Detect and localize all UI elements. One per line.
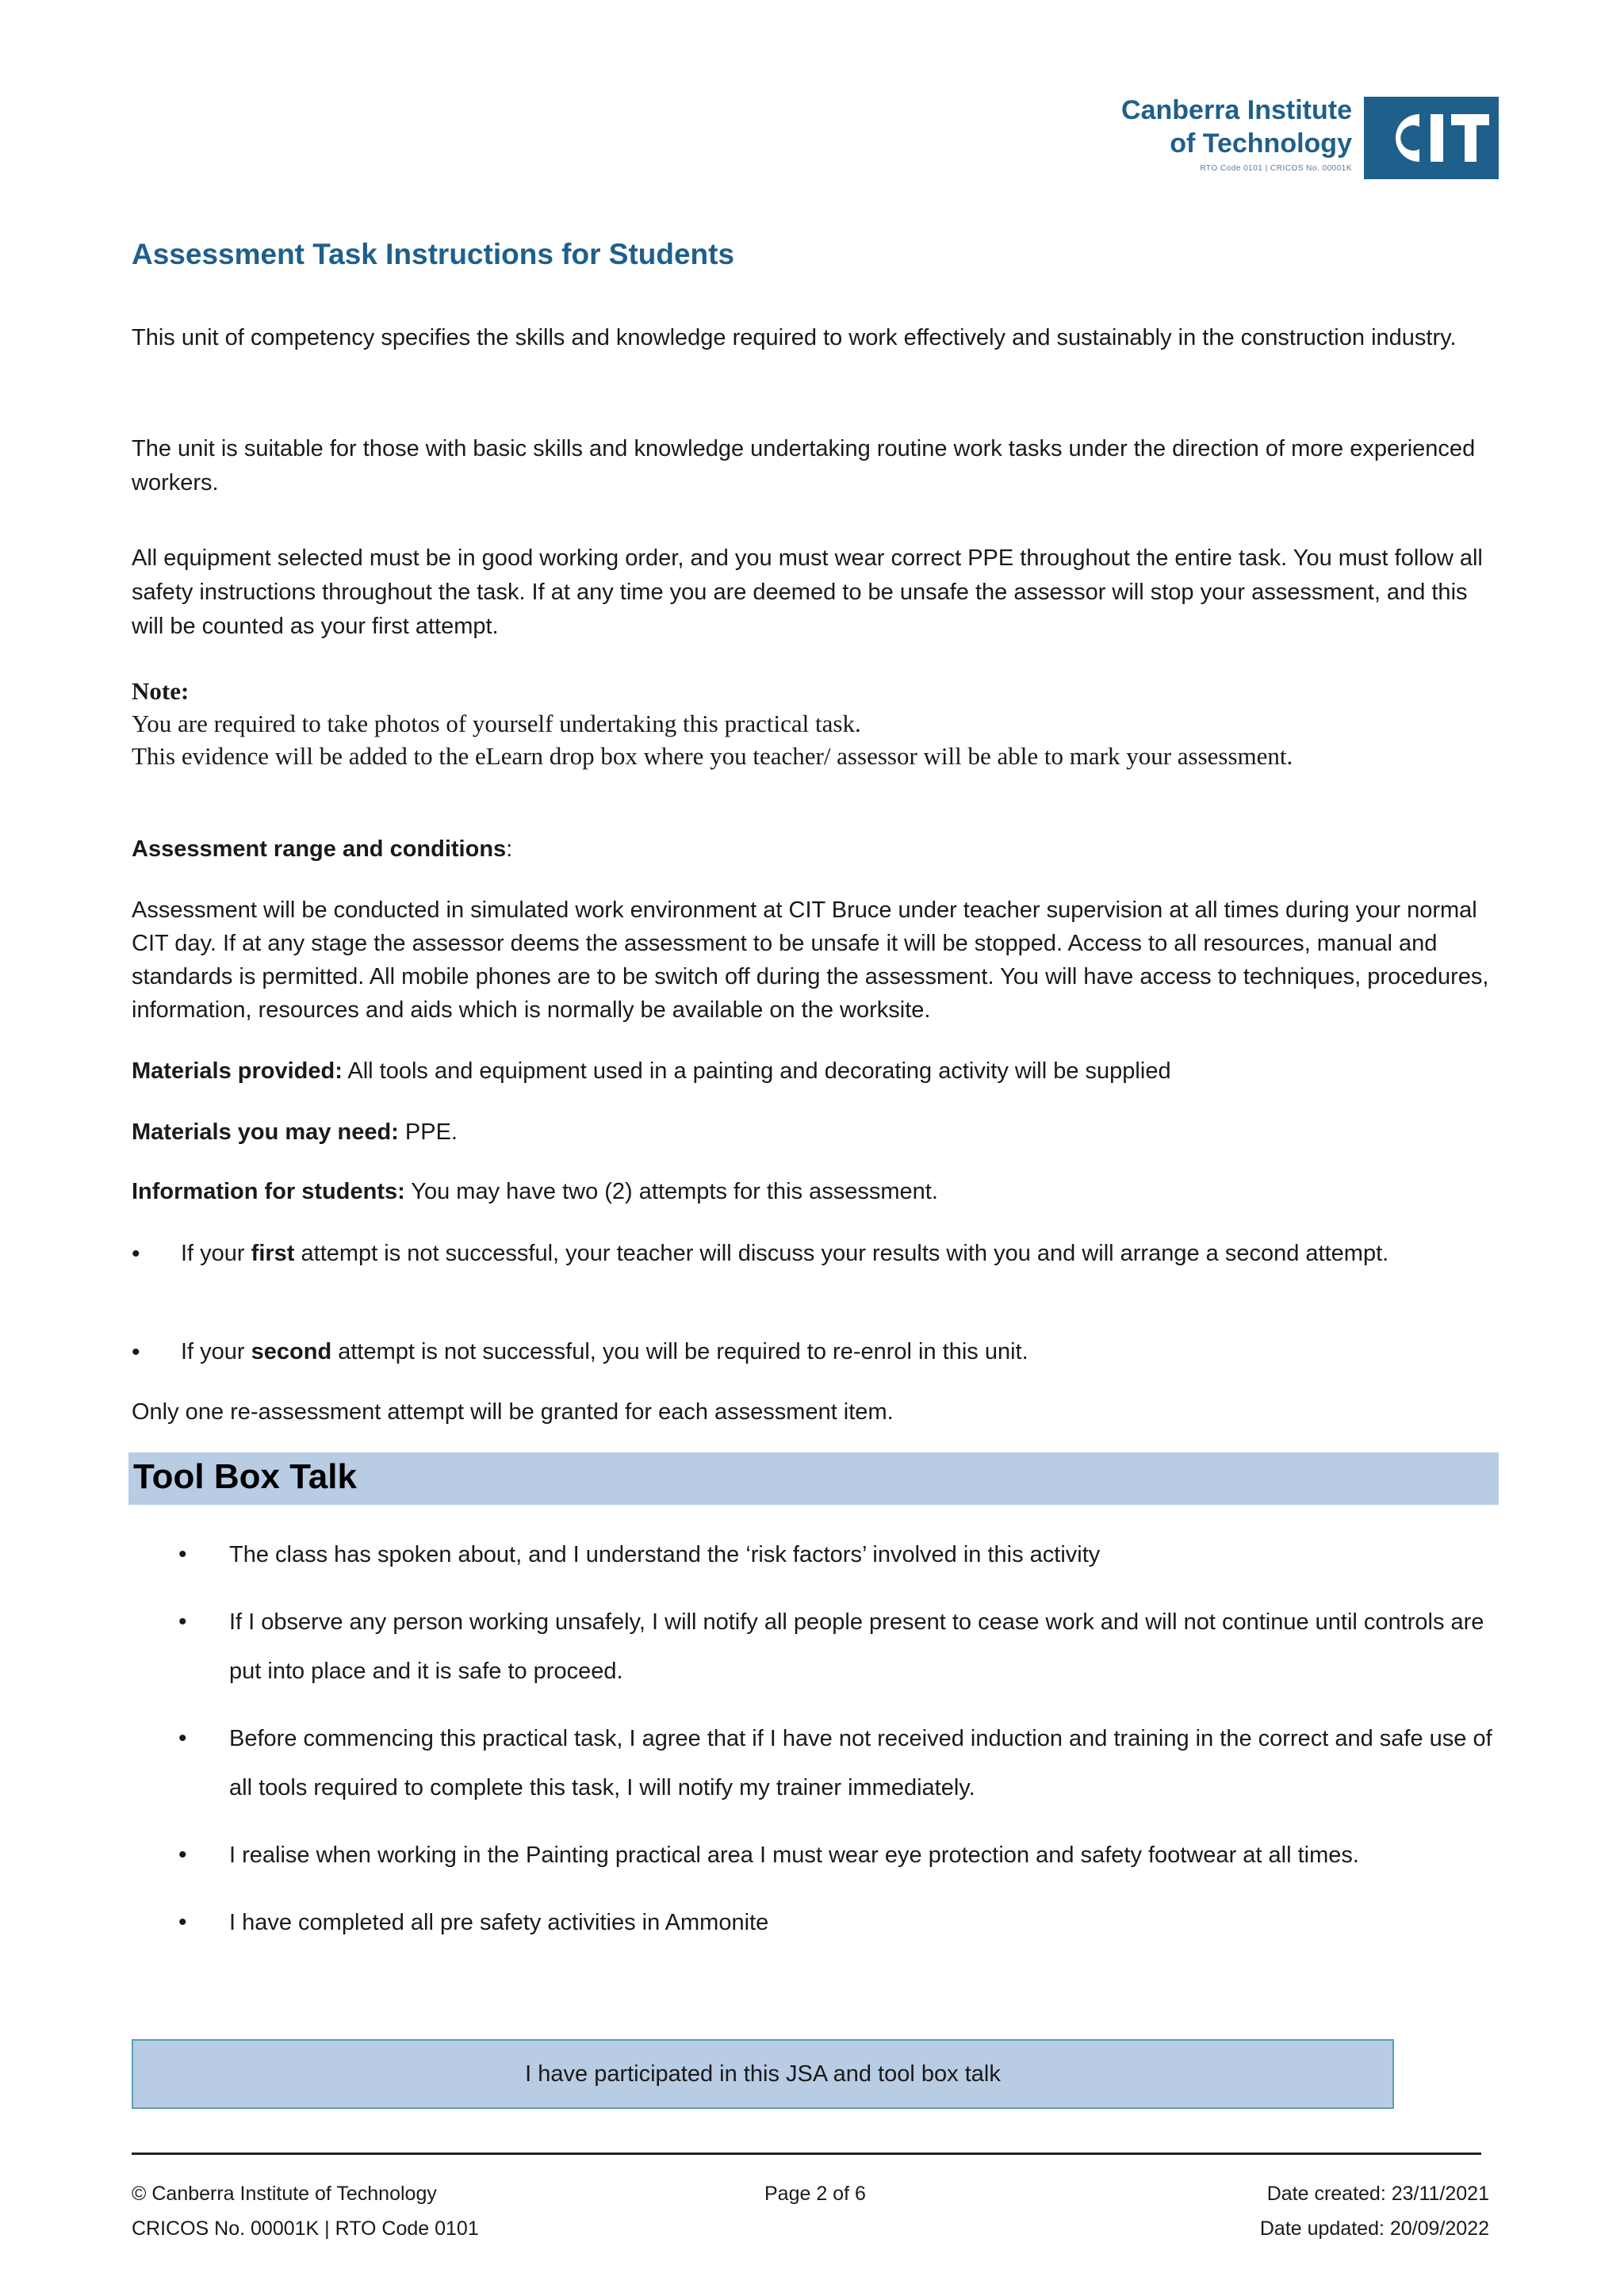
note-line-2: This evidence will be added to the eLearn drop box where you teacher/ assessor will be able to mark your assessment. (132, 742, 1293, 770)
note-block (132, 675, 1496, 772)
materials-provided (132, 1054, 1496, 1089)
list-item: • If I observe any person working unsafely, I will notify all people present to cease work and will not continue until controls are put into place and it is safe to proceed. (178, 1598, 1495, 1696)
footer-page-number: Page 2 of 6 (764, 2183, 866, 2205)
materials-provided-text: All tools and equipment used in a painting and decorating activity will be supplied (342, 1058, 1171, 1084)
materials-needed (132, 1115, 1496, 1150)
attempts-list-2 (132, 1335, 1496, 1369)
note-line-1: You are required to take photos of yourself undertaking this practical task. (132, 710, 861, 737)
range-label: Assessment range and conditions (132, 836, 507, 862)
footer-cricos: CRICOS No. 00001K | RTO Code 0101 (132, 2218, 479, 2240)
list-item: • If your first attempt is not successful, your teacher will discuss your results with you and will arrange a second attempt. (132, 1237, 1496, 1271)
range-colon: : (506, 836, 513, 862)
toolbox-list (178, 1530, 1495, 1947)
page-title: Assessment Task Instructions for Students (132, 238, 735, 270)
logo-text (1121, 94, 1352, 174)
student-info-text: You may have two (2) attempts for this assessment. (404, 1179, 938, 1204)
reassessment-note: Only one re-assessment attempt will be granted for each assessment item. (132, 1399, 894, 1425)
attempts-list (132, 1237, 1496, 1271)
intro-paragraph-2: The unit is suitable for those with basic skills and knowledge undertaking routine work tasks under the direction of more experienced workers. (132, 436, 1476, 496)
student-info-label: Information for students: (132, 1179, 405, 1204)
footer-date-updated: Date updated: 20/09/2022 (1259, 2218, 1489, 2240)
toolbox-title: Tool Box Talk (133, 1457, 357, 1496)
toolbox-section-bar (128, 1452, 1499, 1505)
note-label: Note: (132, 677, 190, 705)
range-heading (132, 832, 1496, 867)
list-item: • If your second attempt is not successful, you will be required to re-enrol in this unit. (132, 1335, 1496, 1369)
cit-logo-mark-icon (1364, 97, 1499, 179)
safety-paragraph: All equipment selected must be in good working order, and you must wear correct PPE throughout the entire task. You must follow all safety instructions throughout the task. If at any time you are deemed to be unsafe the assessor will stop your assessment, and this will be counted as your first attempt. (132, 545, 1483, 639)
materials-needed-text: PPE. (398, 1119, 458, 1145)
footer-divider (132, 2152, 1481, 2155)
list-item: • The class has spoken about, and I understand the ‘risk factors’ involved in this activity (178, 1530, 1495, 1579)
intro-paragraph-1: This unit of competency specifies the skills and knowledge required to work effectively and sustainably in the construction industry. (132, 325, 1457, 350)
jsa-acknowledgement-button[interactable]: I have participated in this JSA and tool box talk (132, 2039, 1394, 2109)
logo-codes: RTO Code 0101 | CRICOS No. 00001K (1200, 164, 1352, 173)
list-item: • I have completed all pre safety activities in Ammonite (178, 1898, 1495, 1947)
list-item: • I realise when working in the Painting practical area I must wear eye protection and safety footwear at all times. (178, 1831, 1495, 1880)
materials-provided-label: Materials provided: (132, 1058, 343, 1084)
logo-line-2: of Technology (1170, 128, 1352, 159)
materials-needed-label: Materials you may need: (132, 1119, 399, 1145)
list-item: • Before commencing this practical task, I agree that if I have not received induction and training in the correct and safe use of all tools required to complete this task, I will notify my trainer immediately. (178, 1714, 1495, 1812)
footer-copyright: © Canberra Institute of Technology (132, 2183, 437, 2205)
logo-line-1: Canberra Institute (1121, 95, 1352, 125)
footer-date-created: Date created: 23/11/2021 (1266, 2183, 1489, 2205)
cit-logo (1110, 89, 1499, 184)
range-paragraph: Assessment will be conducted in simulated work environment at CIT Bruce under teacher supervision at all times during your normal CIT day. If at any stage the assessor deems the assessment to be unsafe it will be stopped. Access to all resources, manual and standards is permitted. All mobile phones are to be switch off during the assessment. You will have access to techniques, procedures, information, resources and aids which is normally be available on the worksite. (132, 897, 1489, 1023)
student-info (132, 1175, 1496, 1209)
